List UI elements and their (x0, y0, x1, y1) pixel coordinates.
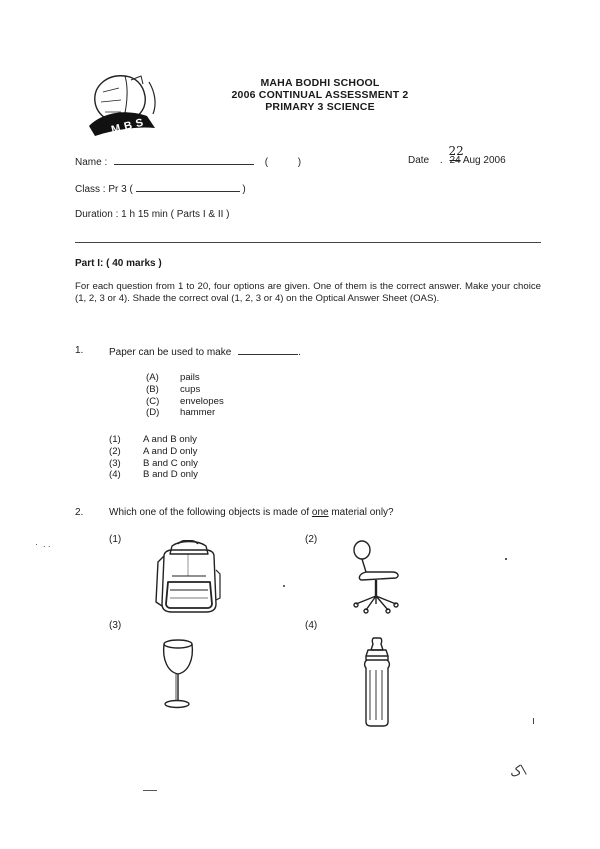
date-corrected-day: 22 (448, 144, 464, 158)
class-close: ) (242, 184, 246, 195)
scan-mark (283, 585, 285, 587)
class-label: Class : Pr 3 ( (75, 184, 133, 195)
duration: Duration : 1 h 15 min ( Parts I & II ) (75, 209, 230, 220)
part-heading: Part I: ( 40 marks ) (75, 258, 162, 269)
answer-option-1[interactable]: (1) A and B only (109, 434, 197, 445)
name-index-open: ( (264, 157, 269, 168)
backpack-icon (150, 540, 226, 618)
class-field (75, 182, 246, 195)
wine-glass-icon (158, 638, 198, 710)
question-1-text: Paper can be used to make . (109, 347, 301, 358)
date-field (408, 144, 506, 166)
scan-mark (143, 790, 157, 791)
date-day (448, 144, 464, 166)
answer-option-3[interactable]: (3) B and C only (109, 457, 198, 469)
name-field (75, 155, 301, 168)
question-2-option-2-label[interactable]: (2) (305, 534, 318, 545)
part-instructions: For each question from 1 to 20, four options are given. One of them is the correct answer. Make your choice (1, 2, 3 or 4). Shade the correct oval (1, 2, 3 or 4) on the Optical Answer Sheet (OAS). (75, 281, 541, 304)
header-divider (75, 242, 541, 243)
date-label: Date (408, 155, 430, 166)
scan-mark: · . . (35, 539, 51, 549)
scan-mark (505, 558, 507, 560)
school-logo (85, 70, 165, 140)
answer-option-4[interactable]: (4) B and D only (109, 469, 198, 481)
date-separator: . (439, 155, 443, 166)
question-1-choices (109, 434, 198, 481)
logo-text: MBS (110, 115, 149, 137)
question-2-text: Which one of the following objects is made of one material only? (109, 507, 394, 518)
exam-title: 2006 CONTINUAL ASSESSMENT 2 (231, 89, 409, 101)
date-month-year: Aug 2006 (462, 155, 506, 166)
list-item: (C) envelopes (146, 395, 224, 407)
subject-title: PRIMARY 3 SCIENCE (265, 101, 375, 113)
question-2-number: 2. (75, 507, 84, 518)
list-item: (D) hammer (146, 407, 216, 419)
question-1-number: 1. (75, 345, 84, 356)
school-name: MAHA BODHI SCHOOL (260, 77, 380, 89)
name-label: Name : (75, 157, 108, 168)
list-item: (A) pails (146, 372, 200, 383)
office-chair-icon (348, 538, 404, 614)
baby-bottle-icon (360, 636, 394, 728)
handwritten-mark: ک\ (508, 762, 528, 781)
question-2-emphasis: one (311, 507, 329, 518)
scan-mark (533, 718, 534, 724)
date-original-day: 24 (449, 155, 461, 166)
question-1-items (146, 372, 224, 419)
question-2-option-3-label[interactable]: (3) (109, 620, 122, 631)
answer-option-2[interactable]: (2) A and D only (109, 445, 198, 457)
name-index-close: ) (297, 157, 302, 168)
class-blank[interactable] (136, 182, 240, 192)
name-blank[interactable] (114, 155, 254, 165)
list-item: (B) cups (146, 383, 201, 395)
question-2-option-1-label[interactable]: (1) (109, 534, 122, 545)
question-2-option-4-label[interactable]: (4) (305, 620, 318, 631)
question-1-stem: Paper can be used to make (109, 347, 232, 358)
question-1-blank (238, 345, 298, 355)
